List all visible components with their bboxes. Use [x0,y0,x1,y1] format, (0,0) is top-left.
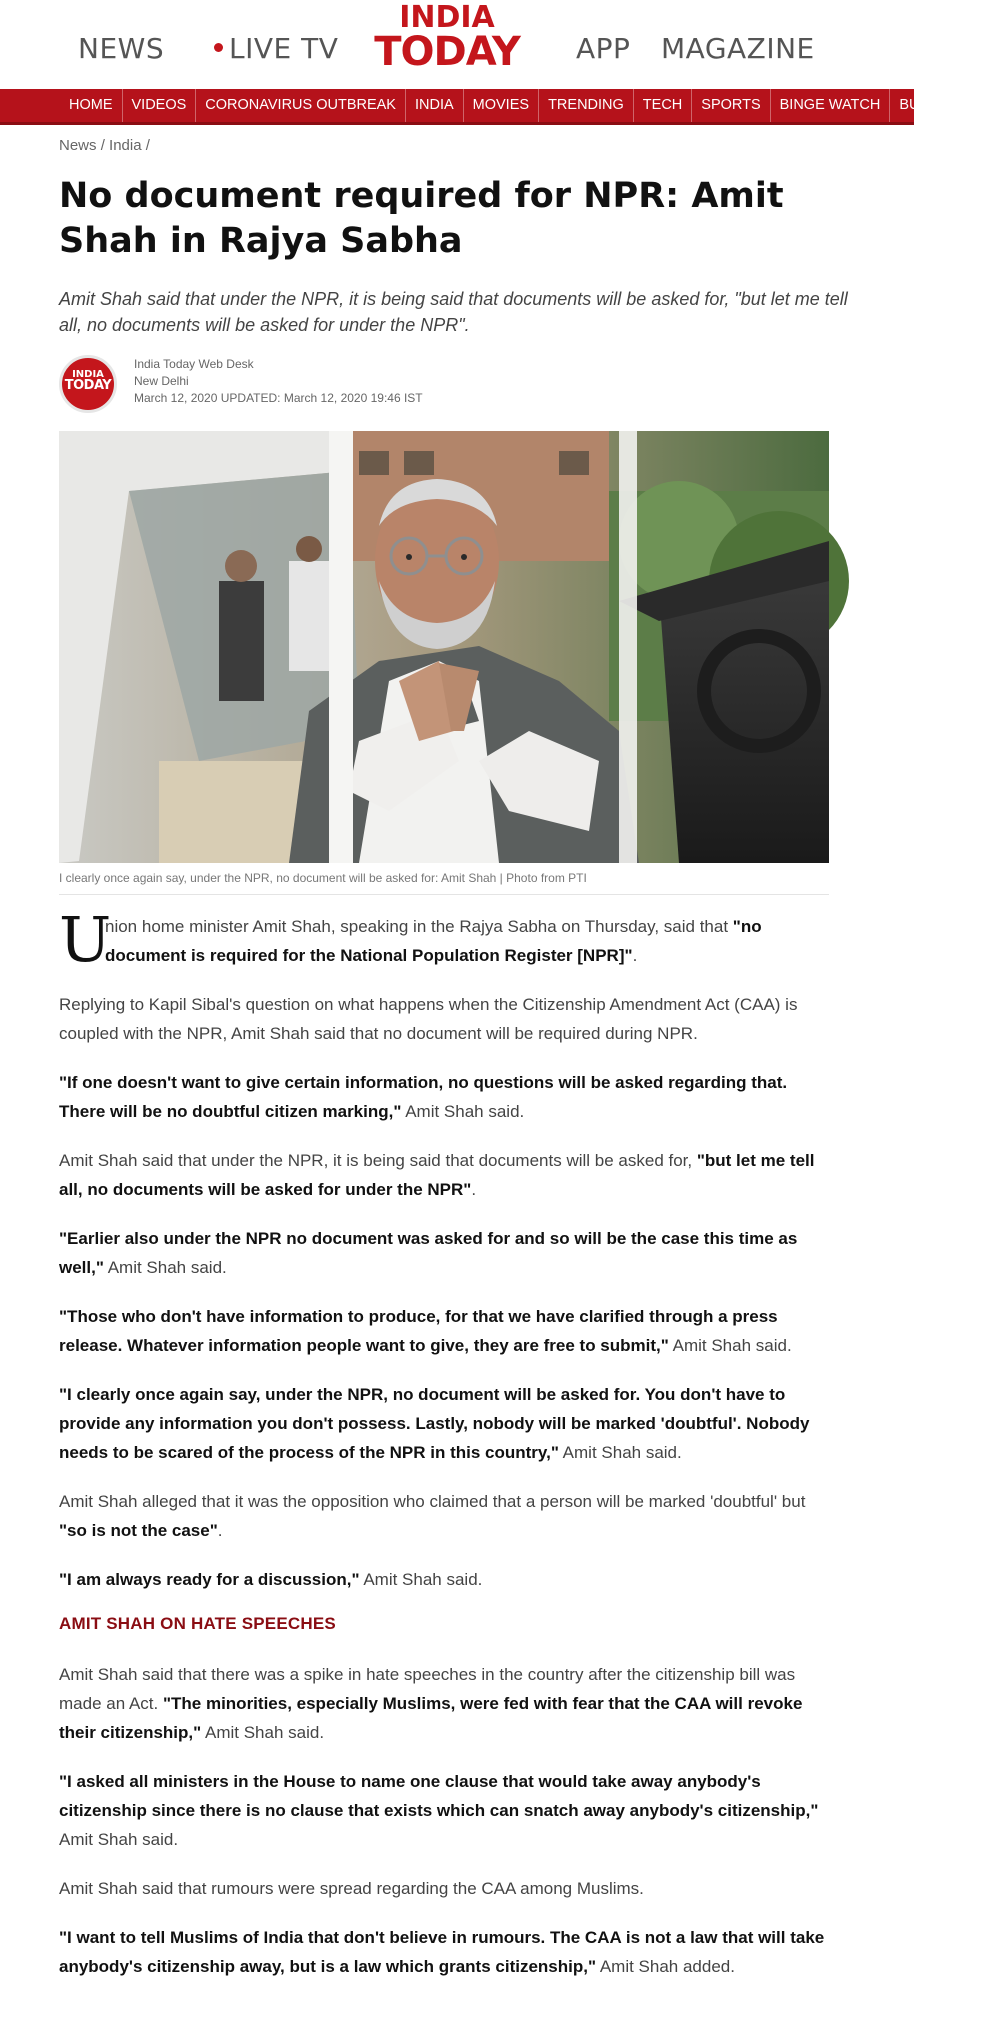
paragraph-8-quote: "so is not the case" [59,1521,218,1540]
paragraph-6-text: Amit Shah said. [668,1336,792,1355]
paragraph-11-text: Amit Shah said. [59,1830,179,1849]
header-link-app[interactable]: APP [576,32,631,65]
live-tv-label: LIVE TV [229,32,339,65]
author-logo-line-1: INDIA [72,369,104,380]
paragraph-5 [59,1224,829,1282]
paragraph-10-quote: "The minorities, especially Muslims, were fed with fear that the CAA will revoke their citizenship," [59,1694,803,1742]
paragraph-9 [59,1565,829,1594]
paragraph-5-quote: "Earlier also under the NPR no document was asked for and so will be the case this time as well," [59,1229,798,1277]
paragraph-13-text: Amit Shah added. [596,1957,735,1976]
paragraph-13 [59,1923,829,1981]
nav-item-binge-watch[interactable]: BINGE WATCH [771,89,891,122]
paragraph-9-text: Amit Shah said. [359,1570,483,1589]
breadcrumb-sep: / [145,137,150,154]
nav-item-movies[interactable]: MOVIES [464,89,539,122]
hero-image [59,431,829,863]
paragraph-1 [59,903,829,976]
article-title: No document required for NPR: Amit Shah in Rajya Sabha [59,176,784,261]
paragraph-8-end: . [217,1521,223,1540]
author-name[interactable]: India Today Web Desk [134,357,254,371]
author-logo-line-2: TODAY [64,377,112,393]
nav-item-videos[interactable]: VIDEOS [123,89,197,122]
paragraph-4-quote: "but let me tell all, no documents will be asked for under the NPR" [59,1151,815,1199]
paragraph-5-text: Amit Shah said. [103,1258,227,1277]
paragraph-4-text: Amit Shah said that under the NPR, it is being said that documents will be asked for, [59,1151,697,1170]
paragraph-13-quote: "I want to tell Muslims of India that don't believe in rumours. The CAA is not a law that will take anybody's citizenship away, but is a law which grants citizenship," [59,1928,825,1976]
updated-label: UPDATED: [220,391,281,405]
paragraph-10-end: Amit Shah said. [201,1723,325,1742]
hero-photo-illustration [59,431,829,863]
main-nav [0,89,973,125]
live-dot-icon [214,43,223,52]
paragraph-6 [59,1302,829,1360]
updated-date: March 12, 2020 19:46 IST [283,391,423,405]
logo-line-1: INDIA [399,0,495,35]
breadcrumb [59,137,150,154]
section-subhead: AMIT SHAH ON HATE SPEECHES [59,1614,336,1633]
dateline-location: New Delhi [134,374,189,388]
nav-item-home[interactable]: HOME [0,89,123,122]
dropcap: U [59,903,112,976]
breadcrumb-india[interactable]: India [109,137,142,154]
breadcrumb-sep: / [100,137,105,154]
header-link-live-tv[interactable] [214,32,338,65]
india-today-logo[interactable] [372,0,522,75]
article-body [59,903,829,2001]
paragraph-10-text: Amit Shah said that there was a spike in hate speeches in the country after the citizenship bill was made an Act. [59,1665,796,1713]
paragraph-11 [59,1767,829,1854]
paragraph-8-text: Amit Shah alleged that it was the opposition who claimed that a person will be marked 'doubtful' but [59,1492,806,1511]
nav-item-business[interactable]: BUSINESS [899,97,973,113]
author-logo [59,355,117,413]
paragraph-1-end: . [632,946,638,965]
publish-dates [134,390,423,407]
paragraph-8 [59,1487,829,1545]
paragraph-3-quote: "If one doesn't want to give certain information, no questions will be asked regarding that. There will be no doubtful citizen marking," [59,1073,788,1121]
site-header [0,0,914,88]
paragraph-11-quote: "I asked all ministers in the House to name one clause that would take away anybody's citizenship since there is no clause that exists which can snatch away anybody's citizenship," [59,1772,819,1820]
header-link-news[interactable]: NEWS [78,32,165,65]
nav-item-coronavirus-outbreak[interactable]: CORONAVIRUS OUTBREAK [196,89,406,122]
published-date: March 12, 2020 [134,391,218,405]
image-caption: I clearly once again say, under the NPR, no document will be asked for: Amit Shah | Photo from PTI [59,871,829,895]
paragraph-6-quote: "Those who don't have information to produce, for that we have clarified through a press release. Whatever information people want to give, they are free to submit," [59,1307,778,1355]
paragraph-7-text: Amit Shah said. [558,1443,682,1462]
header-link-magazine[interactable]: MAGAZINE [661,32,815,65]
paragraph-2: Replying to Kapil Sibal's question on what happens when the Citizenship Amendment Act (CAA) is coupled with the NPR, Amit Shah said that no document will be required during NPR. [59,995,798,1043]
nav-item-trending[interactable]: TRENDING [539,89,634,122]
paragraph-1-text: nion home minister Amit Shah, speaking in the Rajya Sabha on Thursday, said that [105,917,733,936]
paragraph-7-quote: "I clearly once again say, under the NPR, no document will be asked for. You don't have to provide any information you don't possess. Lastly, nobody will be marked 'doubtful'. Nobody needs to be scared of the process of the NPR in this country," [59,1385,810,1462]
paragraph-4-end: . [471,1180,477,1199]
paragraph-3-text: Amit Shah said. [401,1102,525,1121]
paragraph-10 [59,1660,829,1747]
paragraph-9-quote: "I am always ready for a discussion," [59,1570,360,1589]
paragraph-4 [59,1146,829,1204]
byline [134,356,423,407]
paragraph-7 [59,1380,829,1467]
paragraph-1-quote: "no document is required for the National Population Register [NPR]" [105,917,762,965]
breadcrumb-news[interactable]: News [59,137,97,154]
nav-item-tech[interactable]: TECH [634,89,692,122]
article-summary: Amit Shah said that under the NPR, it is being said that documents will be asked for, "but let me tell all, no documents will be asked for under the NPR". [59,289,848,335]
nav-item-india[interactable]: INDIA [406,89,464,122]
logo-line-2: TODAY [374,28,520,75]
paragraph-3 [59,1068,829,1126]
paragraph-12: Amit Shah said that rumours were spread regarding the CAA among Muslims. [59,1879,644,1898]
nav-item-sports[interactable]: SPORTS [692,89,770,122]
